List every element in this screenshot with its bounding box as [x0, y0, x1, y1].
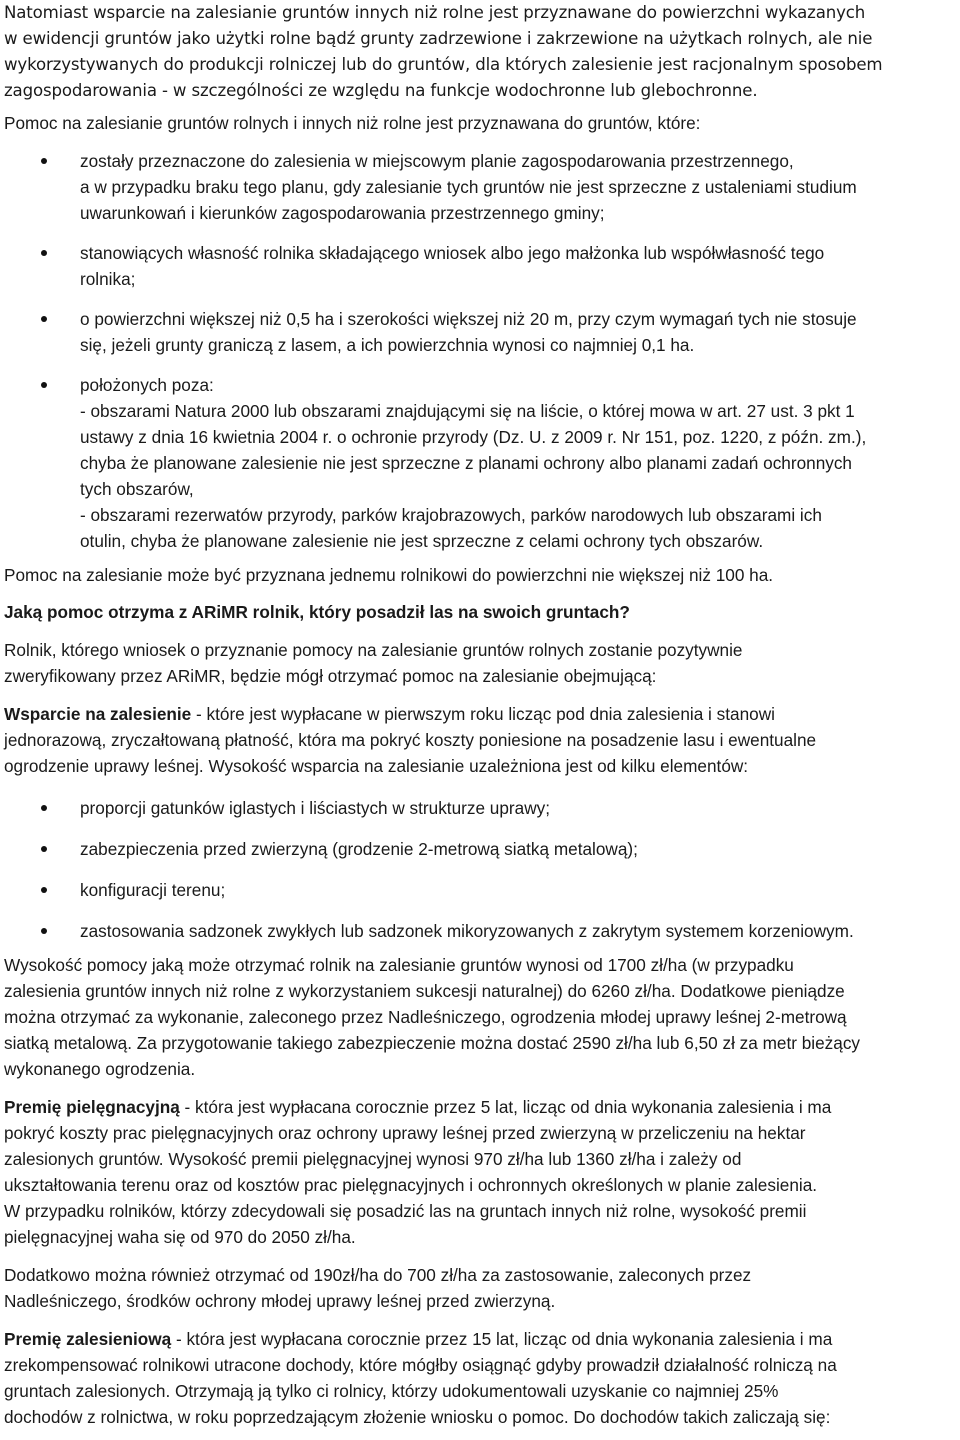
max-area-paragraph: Pomoc na zalesianie może być przyznana jednemu rolnikowi do powierzchni nie większej niż 100 ha. — [4, 565, 774, 585]
conditions-intro: Pomoc na zalesianie gruntów rolnych i innych niż rolne jest przyznawana do gruntów, które: — [4, 113, 701, 133]
list-item: proporcji gatunków iglastych i liściastych w strukturze uprawy; — [4, 795, 956, 821]
list-item: zastosowania sadzonek zwykłych lub sadzonek mikoryzowanych z zakrytym systemem korzeniowym. — [4, 918, 956, 944]
forest-premium-term: Premię zalesieniową — [4, 1329, 172, 1349]
care-premium-term: Premię pielęgnacyjną — [4, 1097, 180, 1117]
list-item: zostały przeznaczone do zalesienia w miejscowym planie zagospodarowania przestrzennego, a w przypadku braku tego planu, gdy zalesianie tych gruntów nie jest sprzeczne z ustaleniami studium uwarunkowań i kierunków zagospodarowania przestrzennego gminy; — [4, 148, 956, 226]
list-item: konfiguracji terenu; — [4, 877, 956, 903]
answer-paragraph: Rolnik, którego wniosek o przyznanie pomocy na zalesianie gruntów rolnych zostanie pozytywnie zweryfikowany przez ARiMR, będzie mógł otrzymać pomoc na zalesianie obejmującą: — [4, 640, 743, 686]
intro-line: Natomiast wsparcie na zalesianie gruntów innych niż rolne jest przyznawane do powierzchni wykazanych — [4, 3, 866, 22]
intro-line: zagospodarowania - w szczególności ze względu na funkcje wodochronne lub glebochronne. — [4, 81, 758, 100]
section-heading: Jaką pomoc otrzyma z ARiMR rolnik, który posadził las na swoich gruntach? — [4, 602, 630, 622]
list-item: położonych poza: - obszarami Natura 2000 lub obszarami znajdującymi się na liście, o której mowa w art. 27 ust. 3 pkt 1 ustawy z dnia 16 kwietnia 2004 r. o ochronie przyrody (Dz. U. z 2009 r. Nr 151, poz. 1220, z późn. zm.), chyba że planowane zalesienie nie jest sprzeczne z planami ochrony albo planami zadań ochronnych tych obszarów, - obszarami rezerwatów przyrody, parków krajobrazowych, parków narodowych lub obszarami ich otulin, chyba że planowane zalesienie nie jest sprzeczne z celami ochrony tych obszarów. — [4, 372, 956, 554]
forest-premium-paragraph: Premię zalesieniową - która jest wypłacana corocznie przez 15 lat, licząc od dnia wykonania zalesienia i ma zrekompensować rolnikowi utracone dochody, które mógłby osiągnąć gdyby prowadził działalność rolniczą na gruntach zalesionych. Otrzymają ją tylko ci rolnicy, którzy udokumentowali uzyskanie co najmniej 25% dochodów z rolnictwa, w roku poprzedzającym złożenie wniosku o pomoc. Do dochodów takich zaliczają się: — [4, 1329, 837, 1427]
list-item: o powierzchni większej niż 0,5 ha i szerokości większej niż 20 m, przy czym wymagań tych nie stosuje się, jeżeli grunty graniczą z lasem, a ich powierzchnia wynosi co najmniej 0,1 ha. — [4, 306, 956, 358]
intro-line: w ewidencji gruntów jako użytki rolne bądź grunty zadrzewione i zakrzewione na użytkach rolnych, ale nie — [4, 29, 873, 48]
amount-paragraph: Wysokość pomocy jaką może otrzymać rolnik na zalesianie gruntów wynosi od 1700 zł/ha (w przypadku zalesienia gruntów innych niż rolne z wykorzystaniem sukcesji naturalnej) do 6260 zł/ha. Dodatkowe pieniądze można otrzymać za wykonanie, zaleconego przez Nadleśniczego, ogrodzenia młodej uprawy leśnej 2-metrową siatką metalową. Za przygotowanie takiego zabezpieczenie można dostać 2590 zł/ha lub 6,50 zł za metr bieżący wykonanego ogrodzenia. — [4, 955, 861, 1079]
list-item: zabezpieczenia przed zwierzyną (grodzenie 2-metrową siatką metalową); — [4, 836, 956, 862]
list-item: stanowiących własność rolnika składającego wniosek albo jego małżonka lub współwłasność tego rolnika; — [4, 240, 956, 292]
care-premium-paragraph: Premię pielęgnacyjną - która jest wypłacana corocznie przez 5 lat, licząc od dnia wykonania zalesienia i ma pokryć koszty prac pielęgnacyjnych oraz ochrony uprawy leśnej przed zwierzyną w przeliczeniu na hektar zalesionych gruntów. Wysokość premii pielęgnacyjnej wynosi 970 zł/ha lub 1360 zł/ha i zależy od ukształtowania terenu oraz od kosztów prac pielęgnacyjnych i ochronnych określonych w planie zalesienia. W przypadku rolników, którzy zdecydowali się posadzić las na gruntach innych niż rolne, wysokość premii pielęgnacyjnej waha się od 970 do 2050 zł/ha. — [4, 1097, 832, 1247]
support-term: Wsparcie na zalesienie — [4, 704, 192, 724]
extra-paragraph: Dodatkowo można również otrzymać od 190zł/ha do 700 zł/ha za zastosowanie, zaleconych przez Nadleśniczego, środków ochrony młodej uprawy leśnej przed zwierzyną. — [4, 1265, 752, 1311]
intro-paragraph — [4, 0, 956, 104]
conditions-list — [4, 148, 956, 554]
support-paragraph: Wsparcie na zalesienie - które jest wypłacane w pierwszym roku licząc pod dnia zalesienia i stanowi jednorazową, zryczałtowaną płatność, która ma pokryć koszty poniesione na posadzenie lasu i ewentualne ogrodzenie uprawy leśnej. Wysokość wsparcia na zalesianie uzależniona jest od kilku elementów: — [4, 704, 817, 776]
intro-line: wykorzystywanych do produkcji rolniczej lub do gruntów, dla których zalesienie jest racjonalnym sposobem — [4, 55, 883, 74]
factors-list — [4, 795, 956, 944]
